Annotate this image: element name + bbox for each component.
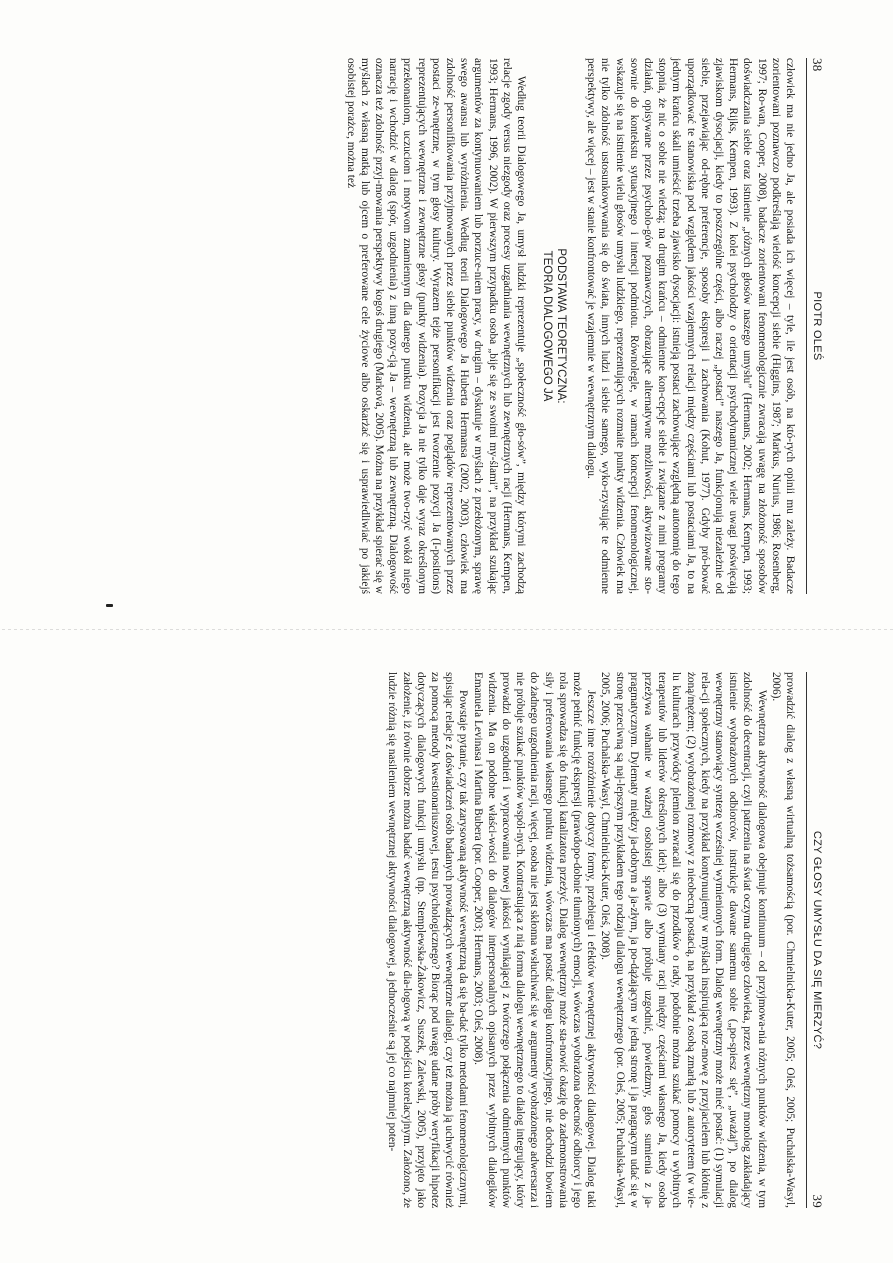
left-header-rule xyxy=(806,58,807,594)
left-page xyxy=(0,0,893,618)
left-page-number: 38 xyxy=(810,58,825,72)
right-running-head xyxy=(807,672,823,1208)
left-running-head xyxy=(807,58,823,594)
right-body-text xyxy=(385,672,805,1208)
paragraph: Jeszcze inne rozróżnienie dotyczy formy, przebiegu i efektów wewnętrznej aktywności dialogowej. Dialog taki może pełnić funkcję ekspresji (prawdopo-dobnie tłumionych) emocji, wówczas wyobrażona obecność odbiorcy i jego rola sprowadza się do funkcji katalizatora przeżyć. Dialog wewnętrzny może sta-nowić okazję do zademonstrowania siły i preferowania własnego punktu widzenia, wówczas ma postać dialogu konfrontacyjnego, nie dochodzi bowiem do żadnego uzgodnienia racji, więcej, osoba nie jest skłonna wsłuchiwać się w argumenty wyobrażonego adwersarza i nie próbuje szukać punktów wspól-nych. Kontrastująca z nią forma dialogu wewnętrznego to dialog integrujący, który prowadzi do uzgodnień i wypracowania nowej jakości wynikającej z twórczego połączenia odmiennych punktów widzenia. Ma on podobne właści-wości do dialogów interpersonalnych opisanych przez wybitnych dialogików Emanuela Levinasa i Martina Bubera (por. Cooper, 2003; Hermans, 2003; Oleś, 2008). xyxy=(471,672,598,1208)
paragraph: prowadzić dialog z własną wirtualną tożsamością (por. Chmielnicka-Kuter, 2005; Oleś, 2005; Puchalska-Wasyl, 2006). xyxy=(769,672,796,1208)
left-running-title: PIOTR OLEŚ xyxy=(811,291,823,361)
left-body-text xyxy=(343,58,805,594)
section-heading xyxy=(540,58,568,594)
section-heading-line2: TEORIA DIALOGOWEGO JA xyxy=(540,250,553,402)
paragraph: człowiek ma nie jedno Ja, ale posiada ich więcej – tyle, ile jest osób, na któ-rych opinii mu zależy. Badacze zorientowani poznawczo podkreślają wielość koncepcji siebie (Higgins, 1987; Markus, Nurius, 1986; Rosenberg, 1997; Ro-wan, Cooper, 2008), badacze zorientowani fenomenologicznie zwracają uwagę na złożoność sposobów doświadczania siebie oraz istnienie „różnych głosów naszego umysłu” (Hermans, 2002; Hermans, Kempen, 1993; Hermans, Rijks, Kempen, 1993). Z kolei psycholodzy o orientacji psychodynamicznej wiele uwagi poświęcają zjawiskom dysocjacji, kiedy to poszczególne części, albo raczej „postaci” naszego Ja, funkcjonują niezależnie od siebie, przejawiając od-rębne preferencje, sposoby ekspresji i zachowania (Kohut, 1977). Gdyby pró-bować uporządkować te stanowiska pod względem jakości wzajemnych relacji między częściami lub postaciami Ja, to na jednym krańcu skali umieścić trzeba zjawisko dysocjacji: istnieją postaci zachowujące względną autonomię do tego stopnia, że nic o sobie nie wiedzą; na drugim krańcu – odmienne kon-cepcje siebie i związane z nimi programy działań, opisywane przez psycholo-gów poznawczych, obrazujące alternatywne możliwości, aktywizowane sto-sownie do kontekstu sytuacyjnego i intencji podmiotu. Równolegle, w ramach koncepcji fenomenologicznej, wskazuje się na istnienie wielu głosów umysłu ludzkiego, reprezentujących rozmaite punkty widzenia. Człowiek ma nie tylko zdolność ustosunkowywania się do świata, innych ludzi i siebie samego, wyko-rzystując te odmienne perspektywy, ale więcej – jest w stanie konfrontować je wzajemnie w wewnętrznym dialogu. xyxy=(585,58,796,594)
paragraph: Powstaje pytanie, czy tak zarysowaną aktywność wewnętrzną da się ba-dać tylko metodami fenomenologicznymi, spisując relacje z doświadczeń osób badanych prowadzących wewnętrzne dialogi, czy też można ją uchwycić również za pomocą metody kwestionariuszowej, testu psychologicznego? Biorąc pod uwagę udane próby weryfikacji hipotez dotyczących dialogowych funkcji umysłu (np. Stemplewska-Żakowicz, Suszek, Zalewski, 2005), przyjęto jako założenie, iż równie dobrze można badać wewnętrzną aktywność dia-logową w podejściu korelacyjnym. Założono, że ludzie różnią się nasileniem wewnętrznej aktywności dialogowej, a jednocześnie są jej co najmniej poten- xyxy=(386,672,470,1208)
paragraph: Według teorii Dialogowego Ja, umysł ludzki reprezentuje „społeczność gło-sów”, między którymi zachodzą relacje zgody versus niezgody oraz procesy uzgadniania wewnętrznych lub zewnętrznych racji (Hermans, Kempen, 1993; Hermans, 1996, 2002). W pierwszym przypadku osoba „bije się ze swoimi my-ślami”, na przykład szukając argumentów za kontynuowaniem lub porzuce-niem pracy, w drugim – dyskutuje w myślach z przełożonym, sprawę swego awansu lub wyróżnienia. Według teorii Dialogowego Ja Huberta Hermansa (2002, 2003), człowiek ma zdolność personifikowania przyjmowanych przez siebie punktów widzenia oraz poglądów reprezentowanych przez postaci ze-wnętrzne, w tym głosy kultury. Wyrazem tejże personifikacji jest tworzenie pozycji Ja (I-positions) reprezentujących wewnętrzne i zewnętrzne głosy (punkty widzenia). Pozycja Ja nie tylko daje wyraz określonym przekonaniom, uczuciom i motywom znamiennym dla danego punktu widzenia, ale może two-rzyć wokół niego narrację i wchodzić w dialog (spór, uzgodnienia) z inną pozy-cją Ja – wewnętrzną lub zewnętrzną. Dialogowość oznacza też zdolność przyj-mowania perspektywy kogoś drugiego (Marková, 2005). Można na przykład spierać się w myślach z własną matką lub ojcem o preferowane cele życiowe albo oskarżać się i usprawiedliwiać po jakiejś osobistej porażce, można też xyxy=(344,58,527,594)
right-running-title: CZY GŁOSY UMYSŁU DA SIĘ MIERZYĆ? xyxy=(811,830,823,1050)
paragraph: Wewnętrzna aktywność dialogowa obejmuje kontinuum – od przyjmowa-nia różnych punktów widzenia, w tym zdolność do decentracji, czyli patrzenia na świat oczyma drugiego człowieka, przez wewnętrzny monolog zakładający istnienie wyobrażonych odbiorców, instrukcje dawane samemu sobie („po-spiesz się”, „uważaj”), po dialog wewnętrzny stanowiący syntezę wcześniej wymienionych form. Dialog wewnętrzny może mieć postać: (1) symulacji rela-cji społecznych, kiedy na przykład kontynuujemy w myślach inspirującą roz-mowę z przyjacielem lub kłótnię z żoną/mężem; (2) wyobrażonej rozmowy z nieobecną postacią, na przykład z osobą zmarłą lub z autorytetem (w wie-lu kulturach przywódcy plemion zwracali się do przodków o rady, podobnie można szukać pomocy u wybitnych terapeutów lub liderów określonych idei); albo (3) wymiany racji między częściami własnego Ja, kiedy osoba przeżywa wahanie w ważnej osobistej sprawie albo próbuje uzgodnić, powiedzmy, głos sumienia z ja-pragmatycznym. Dylematy między ja-dobrym a ja-złym, ja po-dążającym w jedną stronę i ja pragnącym udać się w stronę przeciwną są naj-lepszym przykładem tego rodzaju dialogu wewnętrznego (por. Oleś, 2005; Puchalska-Wasyl, 2005, 2006; Puchalska-Wasyl, Chmielnicka-Kuter, Oleś, 2008). xyxy=(599,672,768,1208)
book-spine xyxy=(0,624,893,636)
margin-mark xyxy=(106,604,113,607)
right-page-number: 39 xyxy=(810,1194,825,1208)
right-header-rule xyxy=(806,672,807,1208)
right-page xyxy=(0,642,893,1263)
section-heading-line1: PODSTAWA TEORETYCZNA: xyxy=(554,248,567,404)
